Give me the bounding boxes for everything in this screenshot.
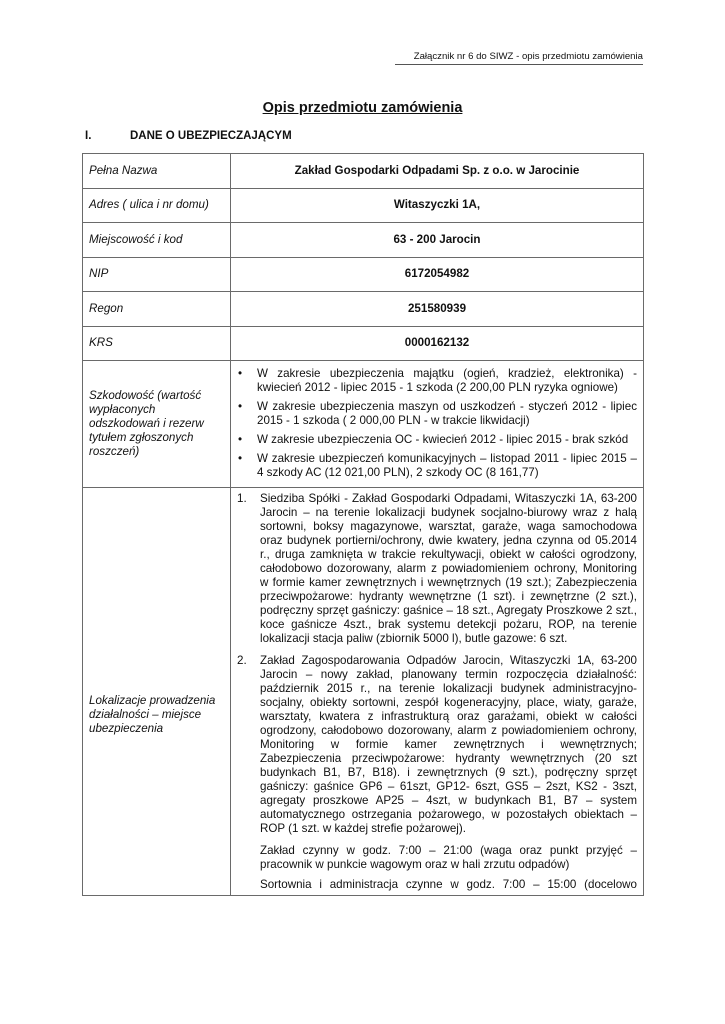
opening-hours-paragraph: Zakład czynny w godz. 7:00 – 21:00 (waga oraz punkt przyjęć – pracownik w punkcie wagowym oraz w hali zrzutu odpadów) [260, 844, 637, 871]
claim-text: W zakresie ubezpieczeń komunikacyjnych – listopad 2011 - lipiec 2015 – 4 szkody AC (12 021,00 PLN), 2 szkody OC (8 161,77) [257, 452, 637, 479]
table-row-address [83, 188, 644, 223]
section-number: I. [85, 130, 92, 142]
list-item [235, 452, 637, 480]
row-value: 0000162132 [231, 326, 644, 361]
claims-list-cell [231, 361, 644, 488]
insured-data-table [82, 153, 644, 896]
row-value: 6172054982 [231, 257, 644, 292]
list-item [235, 492, 637, 646]
list-item [235, 654, 637, 836]
table-row-full-name [83, 154, 644, 189]
row-label: Pełna Nazwa [83, 154, 231, 189]
row-label: Miejscowość i kod [83, 223, 231, 258]
claims-list [235, 367, 637, 480]
claim-text: W zakresie ubezpieczenia OC - kwiecień 2012 - lipiec 2015 - brak szkód [257, 433, 629, 446]
row-value: Witaszyczki 1A, [231, 188, 644, 223]
sorting-hours-paragraph: Sortownia i administracja czynne w godz. 7:00 – 15:00 (docelowo [260, 878, 637, 891]
row-label: Regon [83, 292, 231, 327]
bullet-icon: • [238, 367, 243, 380]
table-row-regon [83, 292, 644, 327]
locations-cell [231, 488, 644, 896]
row-value: Zakład Gospodarki Odpadami Sp. z o.o. w Jarocinie [231, 154, 644, 189]
attachment-label: Załącznik nr 6 do SIWZ - opis przedmiotu zamówienia [413, 51, 643, 62]
row-label: Adres ( ulica i nr domu) [83, 188, 231, 223]
page-header [395, 51, 643, 65]
table-row-claims-history [83, 361, 644, 488]
location-text: Zakład Zagospodarowania Odpadów Jarocin, Witaszyczki 1A, 63-200 Jarocin – nowy zakład, planowany termin rozpoczęcia działalność: październik 2015 r., na terenie lokalizacji budynek administracyjno-socjalny, obiekty sortowni, zespół kogeneracyjny, place, wiaty, garaże, warsztaty, kwatera z infrastrukturą oraz garażami, obiekt w całości ogrodzony, całodobowo dozorowany, alarm z powiadomieniem ochrony, Monitoring w formie kamer zewnętrznych i wewnętrznych; Zabezpieczenia przeciwpożarowe: hydranty wewnętrznych (20 szt budynkach B1, B7, B18). i zewnętrznych (9 szt.), podręczny sprzęt gaśniczy: gaśnice GP6 – 61szt, GP12- 6szt, GS5 – 2szt, KS2 - 3szt, agregaty proszkowe AP25 – 4szt, w budynkach B1, B7 – system automatycznego ostrzegania pożarowego, w pozostałych obiektach – ROP (1 szt. w każdej strefie pożarowej). [260, 654, 637, 835]
table-row-nip [83, 257, 644, 292]
row-value: 63 - 200 Jarocin [231, 223, 644, 258]
row-label: KRS [83, 326, 231, 361]
section-title: DANE O UBEZPIECZAJĄCYM [130, 130, 292, 142]
table-row-locations [83, 488, 644, 896]
list-item [235, 367, 637, 395]
bullet-icon: • [238, 452, 243, 465]
row-label: NIP [83, 257, 231, 292]
bullet-icon: • [238, 433, 243, 446]
location-text: Siedziba Spółki - Zakład Gospodarki Odpadami, Witaszyczki 1A, 63-200 Jarocin – na terenie lokalizacji budynek socjalno-biurowy wraz z halą sortowni, boksy magazynowe, warsztat, garaże, waga samochodowa oraz budynek portierni/ochrony, dwie kwatery, jedna czynna od 05.2014 r., druga zamknięta w trakcie rekultywacji, obiekt w całości ogrodzony, całodobowo dozorowany, alarm z powiadomieniem ochrony, Monitoring w formie kamer zewnętrznych i wewnętrznych (19 szt.); Zabezpieczenia przeciwpożarowe: hydranty wewnętrzne (1 szt). i zewnętrzne (2 szt.), podręczny sprzęt gaśniczy: gaśnice – 18 szt., Agregaty Proszkowe 2 szt., koce gaśnicze 4szt., brak systemu detekcji pożaru, ROP, na terenie lokalizacji stacja paliw (zbiornik 5000 l), butle gazowe: 6 szt. [260, 492, 637, 645]
claim-text: W zakresie ubezpieczenia maszyn od uszkodzeń - styczeń 2012 - lipiec 2015 - 1 szkoda ( 2 000,00 PLN - w trakcie likwidacji) [257, 400, 637, 427]
table-row-krs [83, 326, 644, 361]
section-heading [85, 129, 292, 143]
row-value: 251580939 [231, 292, 644, 327]
locations-list [235, 492, 637, 836]
row-label: Lokalizacje prowadzenia działalności – miejsce ubezpieczenia [83, 488, 231, 896]
list-item [235, 400, 637, 428]
item-number: 2. [237, 654, 247, 667]
list-item [235, 433, 637, 447]
document-title: Opis przedmiotu zamówienia [262, 100, 463, 116]
item-number: 1. [237, 492, 247, 505]
row-label: Szkodowość (wartość wypłaconych odszkodowań i rezerw tytułem zgłoszonych roszczeń) [83, 361, 231, 488]
table-row-city-code [83, 223, 644, 258]
claim-text: W zakresie ubezpieczenia majątku (ogień, kradzież, elektronika) - kwiecień 2012 - lipiec 2015 - 1 szkoda (2 200,00 PLN ryzyka ogniowe) [257, 367, 637, 394]
bullet-icon: • [238, 400, 243, 413]
